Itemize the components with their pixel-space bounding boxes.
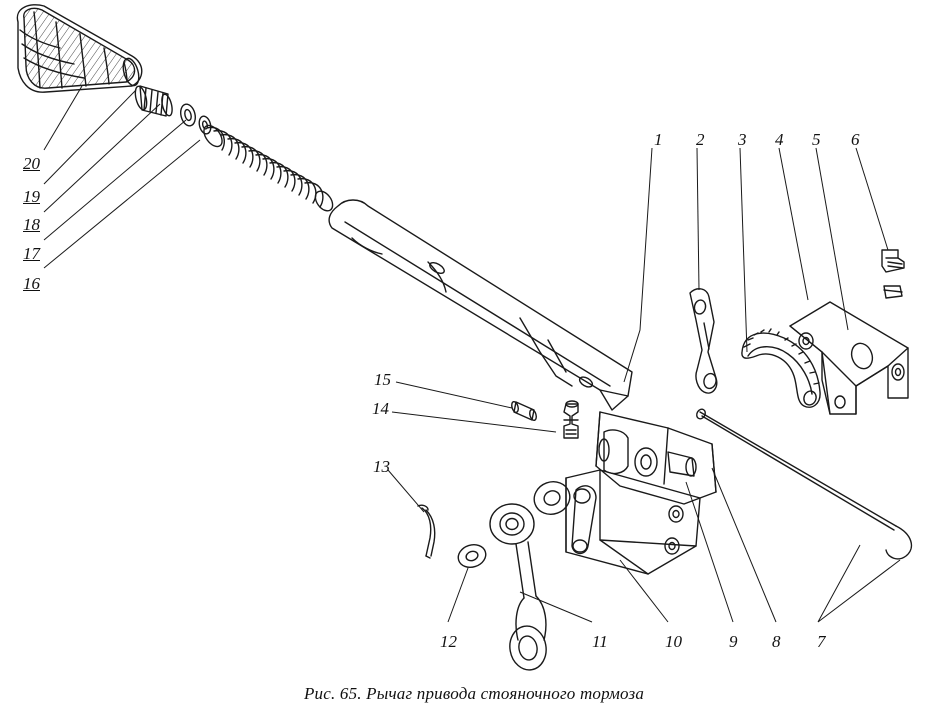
part-19-sleeve [133, 85, 174, 117]
leader-line-20 [44, 86, 82, 150]
part-12-washer [455, 541, 488, 571]
leader-line-9 [686, 482, 733, 622]
leader-line-6 [856, 148, 888, 250]
leader-line-10 [620, 560, 668, 622]
leader-line-11 [520, 592, 592, 622]
leader-line-14 [392, 412, 556, 432]
part-6-bolt [882, 250, 904, 298]
part-15-pin [511, 401, 538, 421]
part-14-adjuster-screw [564, 401, 578, 438]
callout-1: 1 [654, 130, 663, 149]
part-13-cotter-pin [418, 505, 435, 558]
callout-3: 3 [738, 130, 747, 149]
figure-caption: Рис. 65. Рычаг привода стояночного тормоза [303, 684, 645, 703]
callout-8: 8 [772, 632, 781, 651]
part-16-spring [200, 122, 336, 214]
leader-line-8 [712, 468, 776, 622]
callout-20: 20 [23, 154, 40, 173]
callout-15: 15 [374, 370, 391, 389]
leader-line-4 [779, 148, 808, 300]
leader-line-3 [740, 148, 747, 352]
callout-14: 14 [372, 399, 389, 418]
callout-19: 19 [23, 187, 40, 206]
callout-10: 10 [665, 632, 682, 651]
part-11-link-rod [490, 477, 574, 673]
part-10-mounting-plate [566, 470, 700, 574]
part-20-handle-grip [17, 5, 141, 92]
callout-9: 9 [729, 632, 738, 651]
callout-12: 12 [440, 632, 457, 651]
leader-line-16 [44, 140, 200, 268]
callout-16: 16 [23, 274, 40, 293]
leader-line-15 [396, 382, 512, 408]
callout-6: 6 [851, 130, 860, 149]
leader-line-19 [44, 90, 136, 184]
callout-7: 7 [817, 632, 826, 651]
leader-line-17 [44, 120, 186, 240]
callout-17: 17 [23, 244, 40, 263]
callout-13: 13 [373, 457, 390, 476]
leader-line-7 [818, 545, 900, 622]
part-7-rod [695, 408, 911, 559]
part-2-pawl [690, 289, 717, 393]
leader-line-2 [697, 148, 699, 290]
leader-line-13 [388, 470, 424, 512]
callout-18: 18 [23, 215, 40, 234]
leader-line-12 [448, 568, 468, 622]
callout-5: 5 [812, 130, 821, 149]
leader-line-1 [624, 148, 652, 382]
part-8-9-housing [596, 412, 716, 504]
callout-2: 2 [696, 130, 705, 149]
callout-4: 4 [775, 130, 784, 149]
callout-11: 11 [592, 632, 608, 651]
